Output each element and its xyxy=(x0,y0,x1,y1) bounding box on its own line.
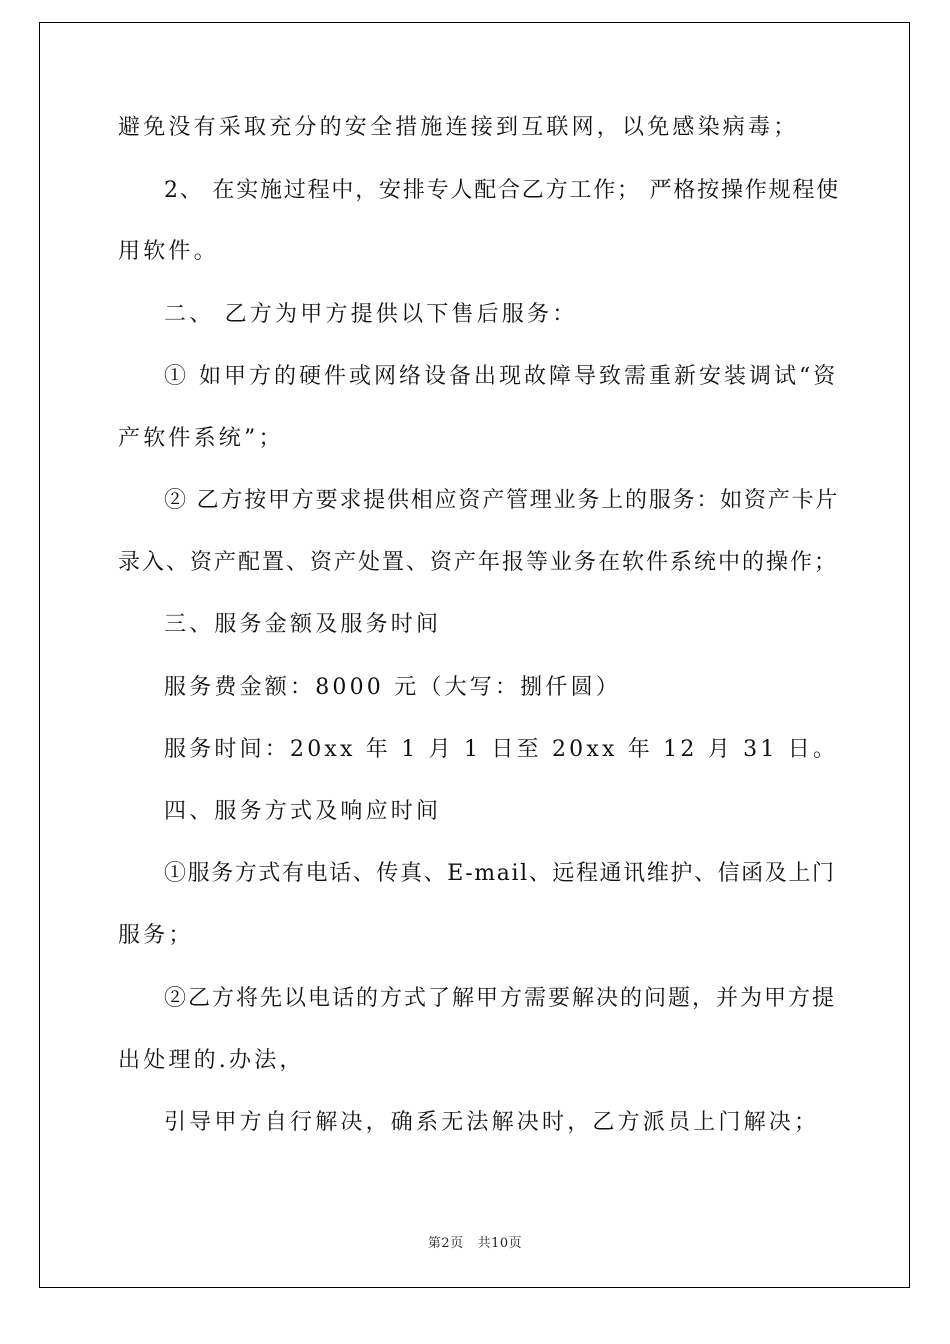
text-line: ② 乙方按甲方要求提供相应资产管理业务上的服务：如资产卡片 xyxy=(164,488,840,513)
text-line: 产软件系统”； xyxy=(118,426,284,451)
text-line: 服务费金额：8000 元（大写：捌仟圆） xyxy=(164,675,621,700)
section-heading: 三、服务金额及服务时间 xyxy=(164,612,442,637)
text-line: 出处理的.办法， xyxy=(118,1048,305,1073)
text-line: 引导甲方自行解决，确系无法解决时，乙方派员上门解决； xyxy=(164,1110,820,1135)
text-line: 避免没有采取充分的安全措施连接到互联网，以免感染病毒； xyxy=(118,115,799,140)
text-line: 录入、资产配置、资产处置、资产年报等业务在软件系统中的操作； xyxy=(118,550,839,575)
text-line: 2、 在实施过程中，安排专人配合乙方工作； 严格按操作规程使 xyxy=(164,178,840,203)
page-number-total: 共10页 xyxy=(477,1236,523,1251)
text-line: ②乙方将先以电话的方式了解甲方需要解决的问题，并为甲方提 xyxy=(164,986,837,1011)
section-heading: 二、 乙方为甲方提供以下售后服务： xyxy=(164,302,578,327)
section-heading: 四、服务方式及响应时间 xyxy=(164,799,442,824)
page-number-current: 第2页 xyxy=(427,1236,464,1251)
text-line: ①服务方式有电话、传真、E-mail、远程通讯维护、信函及上门 xyxy=(164,861,836,886)
text-line: 服务时间：20xx 年 1 月 1 日至 20xx 年 12 月 31 日。 xyxy=(164,737,839,762)
text-line: 服务； xyxy=(118,923,194,948)
page-frame xyxy=(39,22,910,1288)
text-line: 用软件。 xyxy=(118,239,219,264)
text-line: ① 如甲方的硬件或网络设备出现故障导致需重新安装调试“资 xyxy=(164,364,839,389)
page-footer xyxy=(0,1232,950,1251)
